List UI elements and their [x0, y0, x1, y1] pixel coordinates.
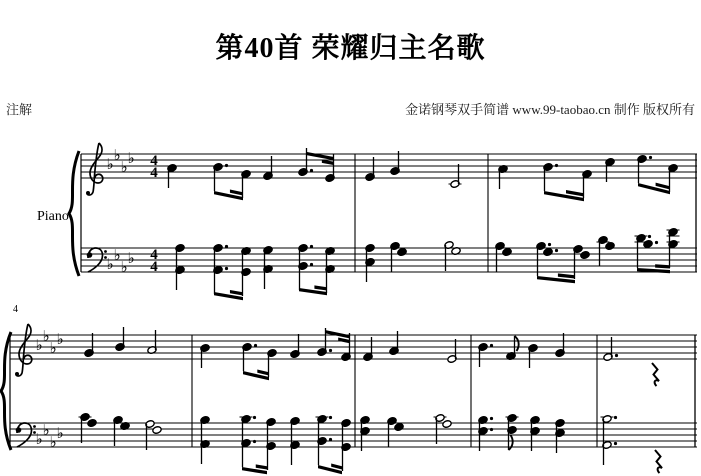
time-signature-digit: 4: [150, 153, 158, 169]
augmentation-dot: [548, 243, 551, 246]
system: [69, 143, 697, 300]
notehead: [397, 248, 407, 257]
augmentation-dot: [615, 354, 618, 357]
flat-sign: ♭: [113, 146, 121, 164]
beam: [558, 273, 575, 278]
clef-dot: [87, 252, 93, 258]
notehead: [580, 251, 590, 260]
notehead: [442, 420, 452, 429]
augmentation-dot: [614, 442, 617, 445]
page-title: 第40首 荣耀归主名歌: [215, 33, 486, 64]
measure-number: 4: [13, 304, 18, 315]
augmentation-dot: [225, 245, 228, 248]
clef-dot: [33, 425, 36, 428]
augmentation-dot: [490, 417, 493, 420]
augmentation-dot: [253, 440, 256, 443]
flat-sign: ♭: [56, 424, 64, 442]
treble-staff: [10, 324, 697, 386]
augmentation-dot: [254, 344, 257, 347]
instrument-label: Piano: [37, 209, 69, 224]
flat-sign: ♭: [42, 327, 50, 345]
flat-sign: ♭: [35, 336, 43, 354]
flat-sign: ♭: [106, 155, 114, 173]
clef-stroke: [16, 324, 28, 376]
time-signature-digit: 4: [150, 247, 158, 263]
beam: [331, 464, 342, 470]
bass-staff: [81, 228, 697, 301]
flat-sign: ♭: [49, 433, 57, 451]
flat-sign: ♭: [113, 246, 121, 264]
time-signature-digit: 4: [150, 259, 158, 275]
augmentation-dot: [225, 164, 228, 167]
annotation-label: 注解: [6, 102, 33, 117]
treble-clef-icon: [15, 324, 32, 376]
beam: [230, 290, 243, 296]
notehead: [502, 248, 512, 257]
augmentation-dot: [329, 349, 332, 352]
flat-sign: ♭: [120, 158, 128, 176]
augmentation-dot: [490, 428, 493, 431]
augmentation-dot: [310, 245, 313, 248]
treble-clef-icon: [86, 143, 103, 195]
augmentation-dot: [655, 241, 658, 244]
beam: [257, 370, 269, 376]
quarter-rest: [655, 450, 662, 473]
notehead: [543, 248, 553, 257]
beam: [307, 152, 334, 160]
augmentation-dot: [555, 249, 558, 252]
augmentation-dot: [555, 164, 558, 167]
flat-sign: ♭: [127, 149, 135, 167]
augmentation-dot: [614, 416, 617, 419]
flat-sign: ♭: [42, 421, 50, 439]
brace: [69, 151, 79, 276]
beam: [338, 338, 349, 344]
quarter-rest: [652, 363, 659, 386]
augmentation-dot: [329, 416, 332, 419]
notehead: [394, 423, 404, 432]
beam: [314, 285, 327, 290]
augmentation-dot: [649, 156, 652, 159]
flat-sign: ♭: [56, 330, 64, 348]
notehead: [605, 242, 615, 251]
augmentation-dot: [253, 416, 256, 419]
bass-staff: [10, 413, 697, 475]
flat-sign: ♭: [120, 258, 128, 276]
system: [1, 324, 697, 474]
clef-dot: [104, 250, 107, 253]
beam: [256, 464, 267, 469]
augmentation-dot: [329, 438, 332, 441]
notehead: [643, 240, 653, 249]
flat-sign: ♭: [49, 339, 57, 357]
beam: [230, 190, 243, 196]
beam: [655, 264, 670, 268]
augmentation-dot: [310, 169, 313, 172]
treble-staff: [81, 143, 697, 201]
augmentation-dot: [225, 267, 228, 270]
clef-dot: [16, 427, 22, 433]
time-signature-digit: 4: [150, 165, 158, 181]
notehead: [87, 419, 97, 428]
augmentation-dot: [490, 344, 493, 347]
credit-line: 金诺钢琴双手简谱 www.99-taobao.cn 制作 版权所有: [405, 102, 695, 117]
flat-sign: ♭: [127, 249, 135, 267]
augmentation-dot: [648, 235, 651, 238]
clef-dot: [15, 372, 19, 376]
clef-stroke: [87, 143, 99, 195]
beam: [637, 268, 670, 273]
clef-dot: [86, 191, 90, 195]
augmentation-dot: [310, 263, 313, 266]
flat-sign: ♭: [106, 255, 114, 273]
beam: [638, 183, 670, 194]
notehead: [152, 426, 162, 435]
beam: [325, 330, 349, 338]
flat-sign: ♭: [35, 430, 43, 448]
